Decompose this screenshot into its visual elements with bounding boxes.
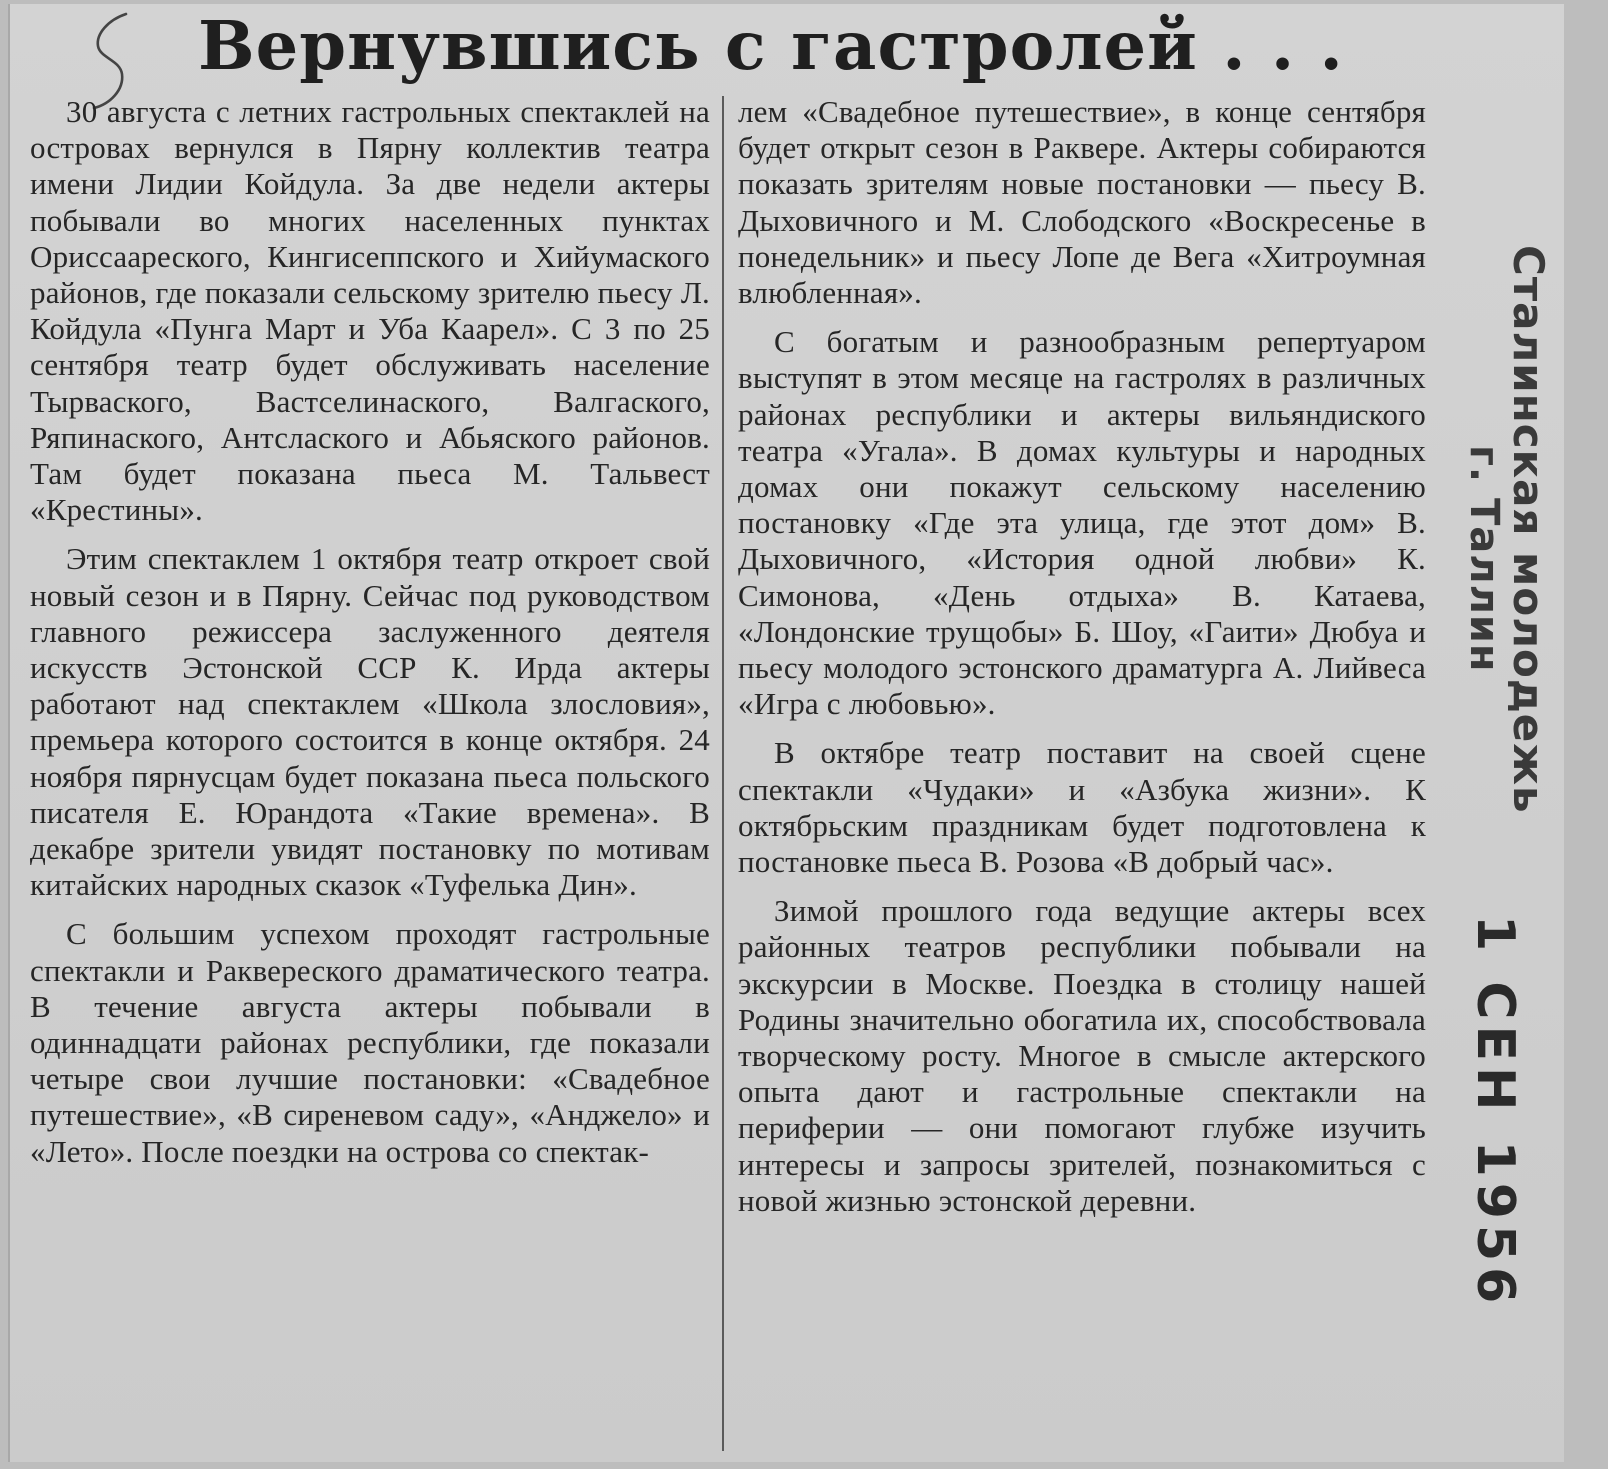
article-paragraph: С богатым и разнообразным репертуаром выступят в этом месяце на гастролях в различных районах республики и актеры вильяндиского театра «Угала». В домах культуры и народных домах они покажут сельскому населению постановку «Где эта улица, где этот дом» В. Дыховичного, «История одной любви» К. Симонова, «День отдыха» В. Катаева, «Лондонские трущобы» Б. Шоу, «Гаити» Дюбуа и пьесу молодого эстонского драматурга А. Лийвеса «Игра с любовью». bbox=[738, 324, 1426, 722]
article-paragraph: Этим спектаклем 1 октября театр откроет свой новый сезон и в Пярну. Сейчас под руководством главного режиссера заслуженного деятеля искусств Эстонской ССР К. Ирда актеры работают над спектаклем «Школа злословия», премьера которого состоится в конце октября. 24 ноября пярнусцам будет показана пьеса польского писателя Е. Юрандота «Такие времена». В декабре зрители увидят постановку по мотивам китайских народных сказок «Туфелька Дин». bbox=[30, 541, 710, 903]
article-headline: Вернувшись с гастролей . . . bbox=[198, 6, 1344, 85]
article-column-left bbox=[30, 94, 710, 1183]
archive-stamp bbox=[1461, 245, 1561, 1345]
article-paragraph: 30 августа с летних гастрольных спектаклей на островах вернулся в Пярну коллектив театра имени Лидии Койдула. За две недели актеры побывали во многих населенных пунктах Ориссаареского, Кингисеппского и Хийумаского районов, где показали сельскому зрителю пьесу Л. Койдула «Пунга Март и Уба Каарел». С 3 по 25 сентября театр будет обслуживать население Тырваского, Вастселинаского, Валгаского, Ряпинаского, Антслаского и Абьяского районов. Там будет показана пьеса М. Тальвест «Крестины». bbox=[30, 94, 710, 528]
article-column-right bbox=[738, 94, 1426, 1232]
article-paragraph: Зимой прошлого года ведущие актеры всех районных театров республики побывали на экскурсии в Москве. Поездка в столицу нашей Родины значительно обогатила их, способствовала творческому росту. Многое в смысле актерского опыта дают и гастрольные спектакли на периферии — они помогают глубже изучить интересы и запросы зрителей, познакомиться с новой жизнью эстонской деревни. bbox=[738, 893, 1426, 1218]
stamp-newspaper-name: Сталинская молодежь bbox=[1504, 245, 1553, 814]
column-divider bbox=[722, 96, 724, 1451]
article-paragraph: В октябре театр поставит на своей сцене спектакли «Чудаки» и «Азбука жизни». К октябрьским праздникам будет подготовлена к постановке пьеса В. Розова «В добрый час». bbox=[738, 735, 1426, 880]
article-paragraph: С большим успехом проходят гастрольные спектакли и Раквереского драматического театра. В течение августа актеры побывали в одиннадцати районах республики, где показали четыре свои лучшие постановки: «Свадебное путешествие», «В сиреневом саду», «Анджело» и «Лето». После поездки на острова со спектак- bbox=[30, 916, 710, 1169]
stamp-city: г. Таллин bbox=[1461, 445, 1507, 673]
article-paragraph: лем «Свадебное путешествие», в конце сентября будет открыт сезон в Раквере. Актеры собираются показать зрителям новые постановки — пьесу В. Дыховичного и М. Слободского «Воскресенье в понедельник» и пьесу Лопе де Вега «Хитроумная влюбленная». bbox=[738, 94, 1426, 311]
stamp-date: 1 СЕН 1956 bbox=[1465, 915, 1525, 1310]
